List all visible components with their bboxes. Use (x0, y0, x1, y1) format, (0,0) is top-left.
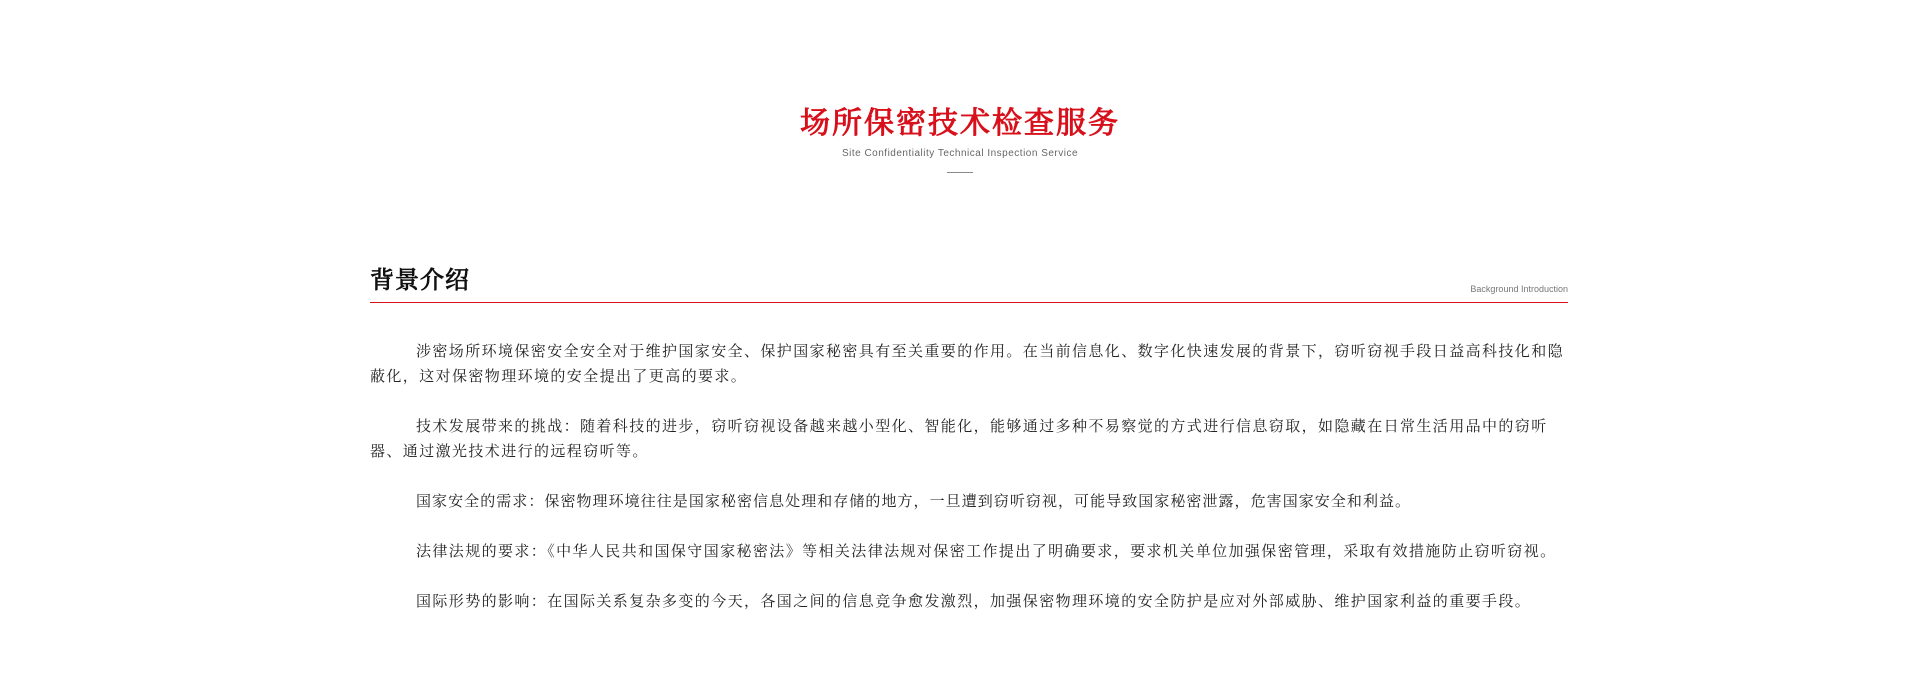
section-header (370, 262, 1568, 303)
title-divider (947, 172, 973, 173)
background-section (370, 262, 1568, 639)
paragraph: 法律法规的要求：《中华人民共和国保守国家秘密法》等相关法律法规对保密工作提出了明确要求，要求机关单位加强保密管理，采取有效措施防止窃听窃视。 (416, 542, 1557, 560)
paragraph-list (370, 303, 1568, 614)
hero-header (0, 104, 1920, 173)
paragraph: 国际形势的影响：在国际关系复杂多变的今天，各国之间的信息竞争愈发激烈，加强保密物理环境的安全防护是应对外部威胁、维护国家利益的重要手段。 (416, 592, 1532, 610)
page-subtitle: Site Confidentiality Technical Inspection Service (841, 148, 1079, 159)
page-title: 场所保密技术检查服务 (800, 106, 1120, 141)
section-title: 背景介绍 (370, 266, 470, 294)
paragraph: 国家安全的需求：保密物理环境往往是国家秘密信息处理和存储的地方，一旦遭到窃听窃视，可能导致国家秘密泄露，危害国家安全和利益。 (416, 492, 1412, 510)
section-title-en: Background Introduction (1470, 284, 1568, 294)
paragraph: 涉密场所环境保密安全安全对于维护国家安全、保护国家秘密具有至关重要的作用。在当前信息化、数字化快速发展的背景下，窃听窃视手段日益高科技化和隐蔽化，这对保密物理环境的安全提出了更高的要求。 (370, 342, 1565, 385)
paragraph: 技术发展带来的挑战：随着科技的进步，窃听窃视设备越来越小型化、智能化，能够通过多种不易察觉的方式进行信息窃取，如隐藏在日常生活用品中的窃听器、通过激光技术进行的远程窃听等。 (370, 417, 1548, 460)
